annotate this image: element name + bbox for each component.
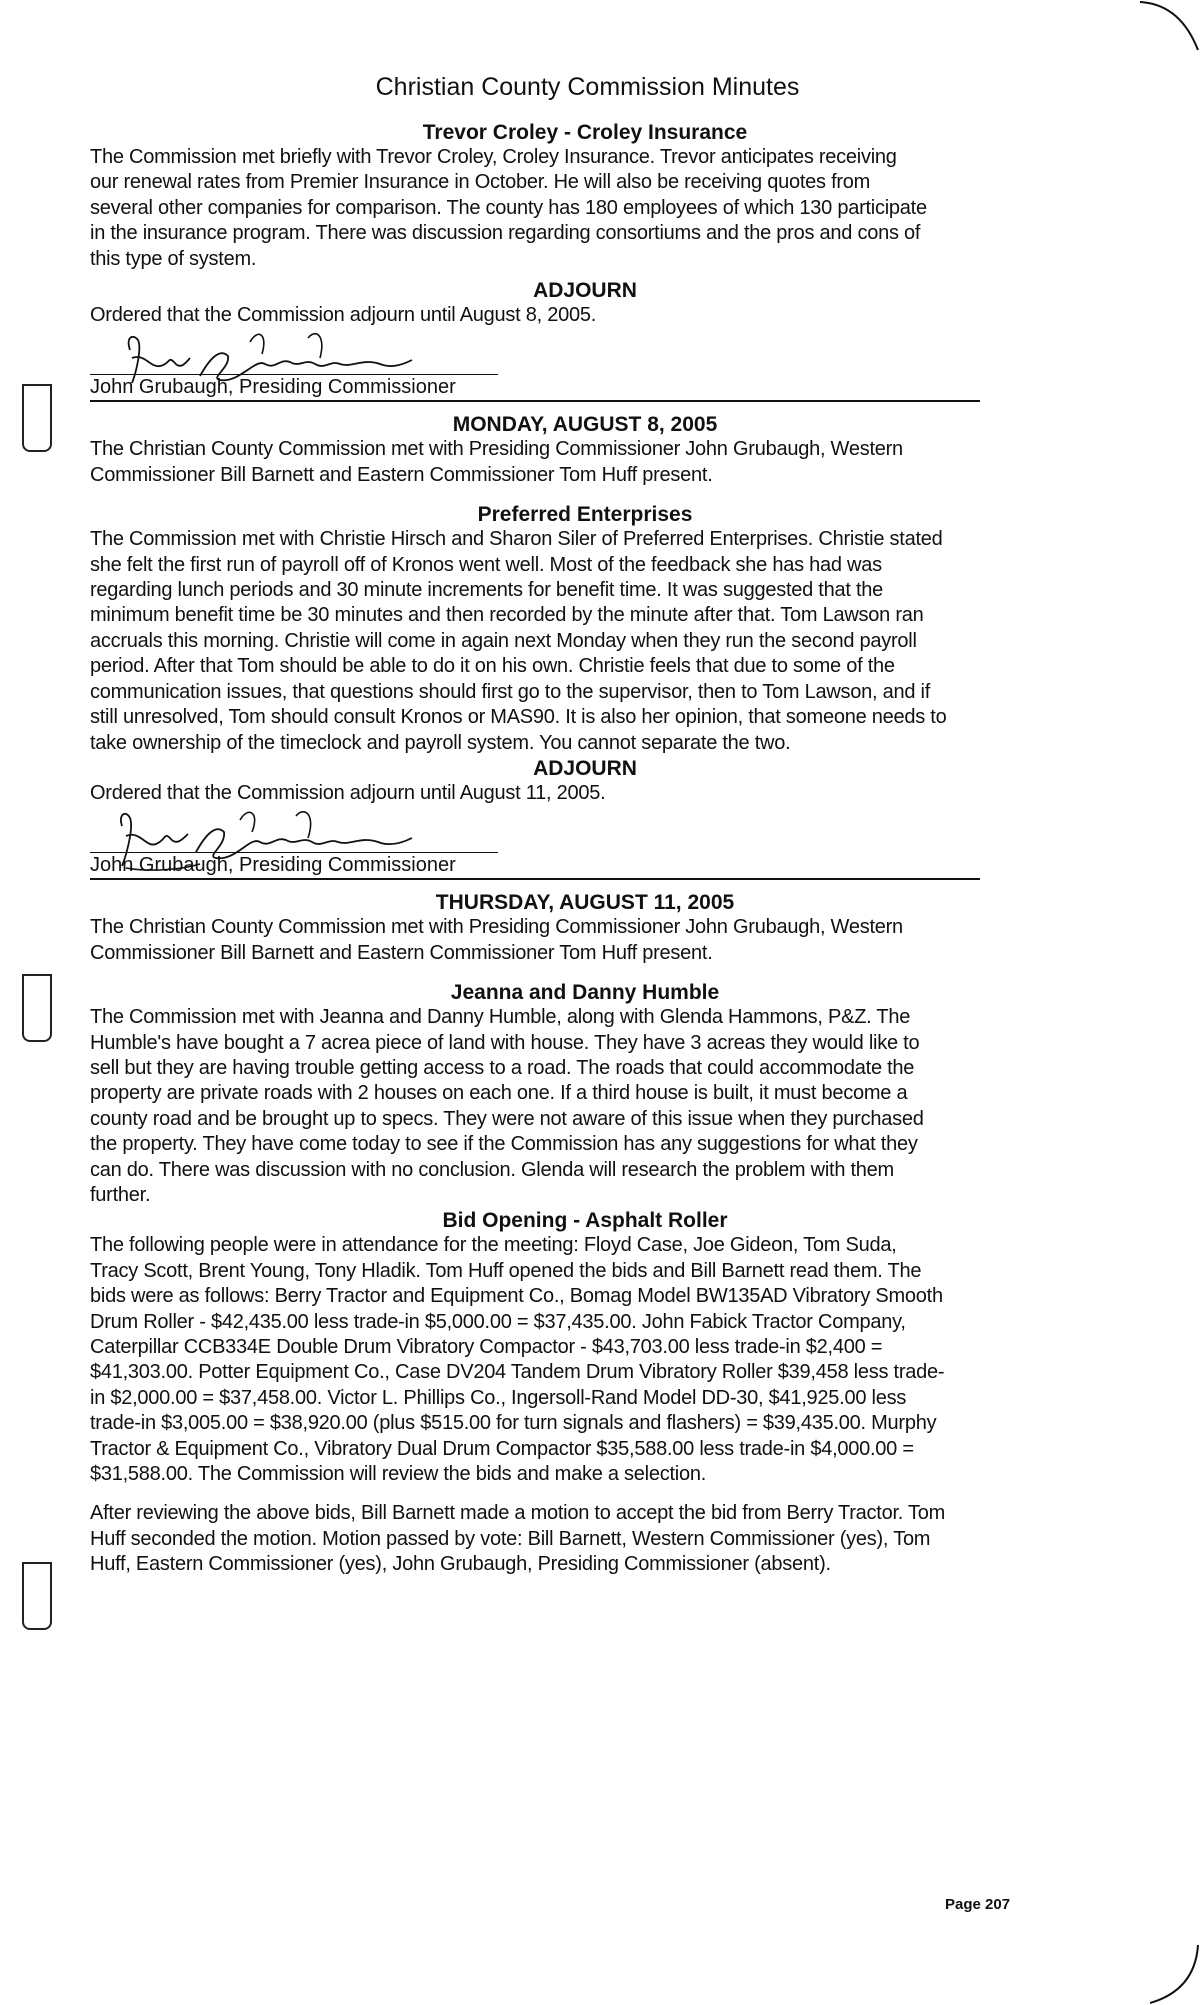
text-line: Huff, Eastern Commissioner (yes), John Grubaugh, Presiding Commissioner (absent). — [90, 1553, 831, 1576]
adjourn-text: Ordered that the Commission adjourn until August 11, 2005. — [90, 781, 606, 804]
signature-block — [90, 806, 510, 878]
date-heading: MONDAY, AUGUST 8, 2005 — [452, 413, 718, 437]
text-line: still unresolved, Tom should consult Kronos or MAS90. It is also her opinion, that someone needs to — [90, 706, 947, 729]
text-line: this type of system. — [90, 247, 257, 270]
binder-hole — [22, 1562, 52, 1630]
paragraph — [90, 1233, 1080, 1487]
text-line: The Christian County Commission met with Presiding Commissioner John Grubaugh, Western — [90, 438, 903, 461]
text-line: The Commission met with Jeanna and Danny Humble, along with Glenda Hammons, P&Z. The — [90, 1006, 911, 1029]
text-line: Huff seconded the motion. Motion passed by vote: Bill Barnett, Western Commissioner (yes), Tom — [90, 1527, 931, 1550]
text-line: our renewal rates from Premier Insurance in October. He will also be receiving quotes from — [90, 171, 871, 194]
paragraph — [90, 1005, 1080, 1208]
page-edge-curve — [1140, 0, 1200, 60]
text-line: in the insurance program. There was discussion regarding consortiums and the pros and cons of — [90, 222, 921, 245]
text-line: further. — [90, 1183, 151, 1206]
binder-hole — [22, 974, 52, 1042]
section-heading: ADJOURN — [533, 279, 637, 303]
section-heading: ADJOURN — [533, 756, 637, 780]
minutes-body — [90, 120, 1080, 1578]
paragraph — [90, 145, 1080, 272]
section-heading: Jeanna and Danny Humble — [450, 981, 720, 1005]
section-divider — [90, 400, 980, 402]
binder-hole — [22, 384, 52, 452]
date-heading: THURSDAY, AUGUST 11, 2005 — [435, 891, 735, 915]
section-heading: Preferred Enterprises — [477, 503, 693, 527]
text-line: take ownership of the timeclock and payroll system. You cannot separate the two. — [90, 731, 791, 754]
text-line: in $2,000.00 = $37,458.00. Victor L. Phillips Co., Ingersoll-Rand Model DD-30, $41,925.00 less — [90, 1386, 907, 1409]
text-line: regarding lunch periods and 30 minute increments for benefit time. It was suggested that the — [90, 579, 884, 602]
section-divider — [90, 878, 980, 880]
adjourn-text: Ordered that the Commission adjourn until August 8, 2005. — [90, 304, 597, 327]
text-line: Drum Roller - $42,435.00 less trade-in $5,000.00 = $37,435.00. John Fabick Tractor Company, — [90, 1310, 906, 1333]
text-line: $41,303.00. Potter Equipment Co., Case DV204 Tandem Drum Vibratory Roller $39,458 less trade- — [90, 1361, 945, 1384]
document-title: Christian County Commission Minutes — [375, 73, 800, 101]
paragraph — [90, 915, 1080, 966]
signature-block — [90, 328, 510, 400]
paragraph — [90, 527, 1080, 756]
text-line: Tractor & Equipment Co., Vibratory Dual Drum Compactor $35,588.00 less trade-in $4,000.00 = — [90, 1437, 914, 1460]
text-line: The Commission met briefly with Trevor Croley, Croley Insurance. Trevor anticipates receiving — [90, 146, 897, 168]
text-line: minimum benefit time be 30 minutes and then recorded by the minute after that. Tom Lawson ran — [90, 604, 924, 627]
text-line: Commissioner Bill Barnett and Eastern Commissioner Tom Huff present. — [90, 941, 713, 964]
text-line: she felt the first run of payroll off of Kronos went well. Most of the feedback she has had was — [90, 553, 882, 576]
text-line: The following people were in attendance for the meeting: Floyd Case, Joe Gideon, Tom Suda, — [90, 1234, 897, 1257]
text-line: county road and be brought up to specs. They were not aware of this issue when they purchased — [90, 1107, 924, 1130]
page-edge-curve-bottom — [1150, 1945, 1200, 2005]
text-line: The Christian County Commission met with Presiding Commissioner John Grubaugh, Western — [90, 916, 903, 939]
text-line: Caterpillar CCB334E Double Drum Vibratory Compactor - $43,703.00 less trade-in $2,400 = — [90, 1336, 883, 1358]
text-line: Humble's have bought a 7 acrea piece of land with house. They have 3 acreas they would like to — [90, 1031, 920, 1054]
text-line: $31,588.00. The Commission will review the bids and make a selection. — [90, 1463, 707, 1486]
text-line: several other companies for comparison. The county has 180 employees of which 130 participate — [90, 196, 927, 219]
section-heading: Bid Opening - Asphalt Roller — [442, 1209, 728, 1233]
motion-paragraph — [90, 1501, 1080, 1577]
text-line: can do. There was discussion with no conclusion. Glenda will research the problem with them — [90, 1158, 894, 1181]
text-line: period. After that Tom should be able to do it on his own. Christie feels that due to some of the — [90, 655, 895, 678]
text-line: accruals this morning. Christie will come in again next Monday when they run the second payroll — [90, 629, 917, 652]
text-line: communication issues, that questions should first go to the supervisor, then to Tom Lawson, and if — [90, 680, 931, 703]
signatory-name: John Grubaugh, Presiding Commissioner — [90, 376, 456, 399]
text-line: After reviewing the above bids, Bill Barnett made a motion to accept the bid from Berry Tractor. Tom — [90, 1502, 946, 1525]
text-line: The Commission met with Christie Hirsch and Sharon Siler of Preferred Enterprises. Christie stated — [90, 528, 943, 551]
text-line: trade-in $3,005.00 = $38,920.00 (plus $515.00 for turn signals and flashers) = $39,435.00. Murphy — [90, 1412, 937, 1435]
text-line: bids were as follows: Berry Tractor and Equipment Co., Bomag Model BW135AD Vibratory Smooth — [90, 1285, 943, 1308]
signatory-name: John Grubaugh, Presiding Commissioner — [90, 854, 456, 877]
section-heading: Trevor Croley - Croley Insurance — [422, 121, 748, 144]
text-line: sell but they are having trouble getting access to a road. The roads that could accommodate the — [90, 1056, 915, 1079]
page-number: Page 207 — [945, 1896, 1011, 1913]
paragraph — [90, 437, 1080, 488]
text-line: Commissioner Bill Barnett and Eastern Commissioner Tom Huff present. — [90, 463, 713, 486]
text-line: property are private roads with 2 houses on each one. If a third house is built, it must become a — [90, 1082, 908, 1105]
text-line: Tracy Scott, Brent Young, Tony Hladik. Tom Huff opened the bids and Bill Barnett read them. The — [90, 1259, 922, 1282]
text-line: the property. They have come today to see if the Commission has any suggestions for what they — [90, 1133, 918, 1156]
